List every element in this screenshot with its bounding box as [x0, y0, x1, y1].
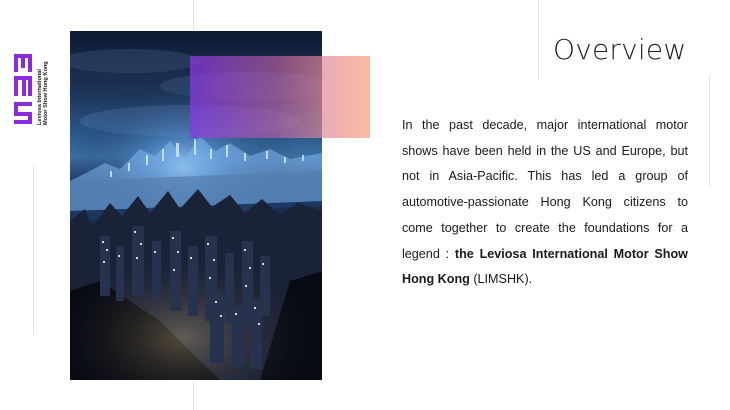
paragraph-intro: In the past decade, major international motor shows have been held in the US and Europe, but not in Asia-Pacific. This has led a group of automotive-passionate Hong Kong citizens to come together to create the foundations for a legend : — [402, 118, 688, 261]
divider-line — [538, 0, 539, 80]
divider-line — [193, 382, 194, 410]
overview-paragraph — [402, 113, 688, 293]
paragraph-highlight: the Leviosa International Motor Show Hong Kong — [402, 246, 688, 287]
ems-logo-mark — [12, 50, 34, 128]
divider-line — [33, 165, 34, 335]
gradient-accent-overlay — [190, 56, 370, 138]
divider-line — [193, 0, 194, 30]
paragraph-outro: (LIMSHK). — [469, 272, 533, 287]
divider-line — [709, 74, 710, 186]
brand-logo — [6, 50, 49, 130]
page-title: Overview — [553, 33, 687, 66]
logo-line-1: Leviosa International — [37, 69, 43, 125]
logo-wordmark — [35, 53, 49, 127]
logo-line-2: Motor Show Hong Kong — [43, 61, 49, 125]
